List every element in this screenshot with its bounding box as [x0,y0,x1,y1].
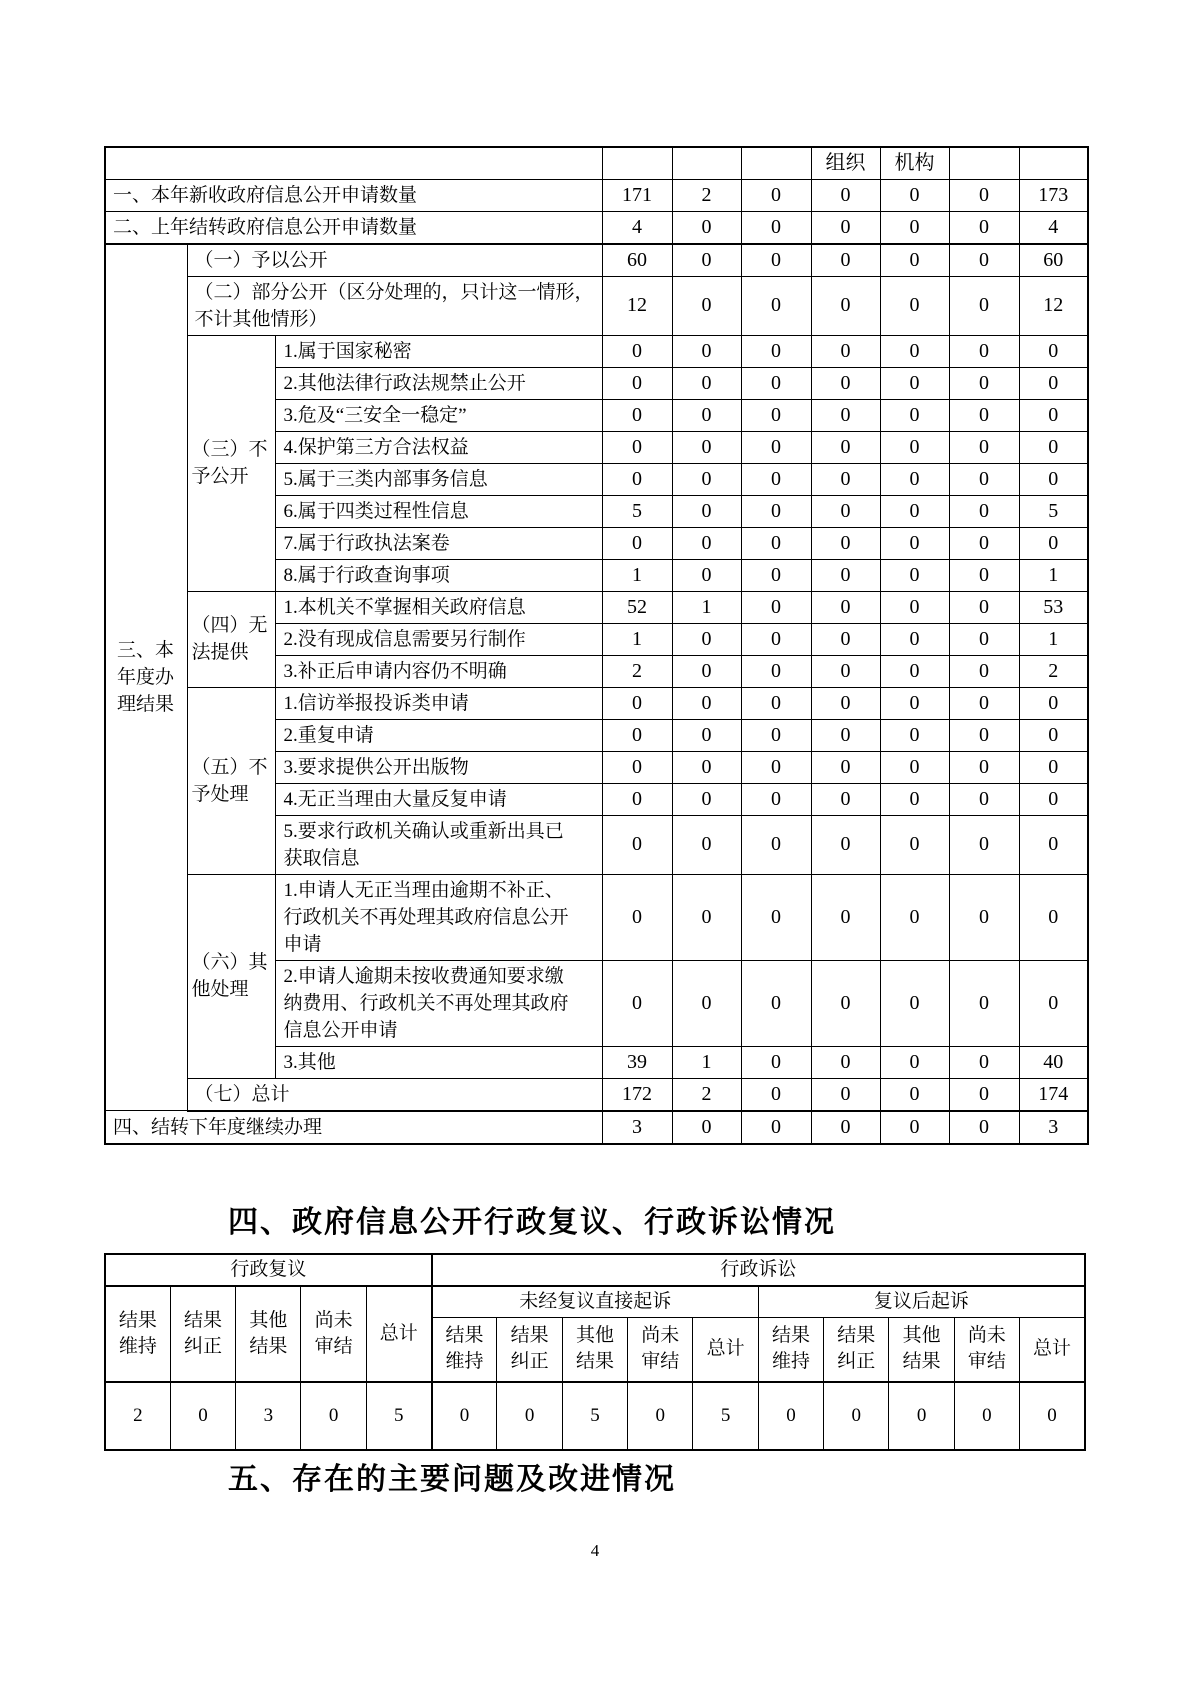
value-cell: 39 [602,1046,672,1078]
value-cell: 1 [602,559,672,591]
value-cell: 0 [672,960,741,1046]
value-cell: 0 [741,655,811,687]
value-cell: 0 [741,1078,811,1111]
value-cell: 0 [672,687,741,719]
value-cell: 0 [741,367,811,399]
value-cell: 0 [811,559,880,591]
column-header-cell: 结果纠正 [824,1318,889,1382]
value-cell: 0 [949,179,1019,211]
header-cell [602,147,672,179]
row-label-cell: 二、上年结转政府信息公开申请数量 [105,211,602,244]
value-cell: 0 [672,783,741,815]
value-cell: 0 [602,874,672,960]
value-cell: 0 [741,463,811,495]
value-cell: 0 [741,335,811,367]
value-cell: 0 [741,719,811,751]
row-label-cell: 1.信访举报投诉类申请 [275,687,602,719]
value-cell: 0 [811,244,880,277]
value-cell: 0 [672,431,741,463]
value-cell: 0 [880,960,949,1046]
value-cell: 0 [741,399,811,431]
column-header-cell: 结果纠正 [170,1286,235,1382]
subgroup-header-cell: 复议后起诉 [758,1286,1085,1318]
value-cell: 1 [1019,559,1088,591]
value-cell: 0 [811,431,880,463]
value-cell: 0 [741,623,811,655]
value-cell: 0 [602,399,672,431]
row-label-cell: 2.其他法律行政法规禁止公开 [275,367,602,399]
row-label-cell: 1.本机关不掌握相关政府信息 [275,591,602,623]
value-cell: 0 [880,687,949,719]
value-cell: 0 [949,751,1019,783]
value-cell: 3 [1019,1111,1088,1144]
row-label-cell: （一）予以公开 [187,244,602,277]
value-cell: 0 [1019,874,1088,960]
value-cell: 0 [1019,751,1088,783]
value-cell: 0 [602,783,672,815]
value-cell: 0 [672,1111,741,1144]
value-cell: 0 [880,719,949,751]
row-label-cell: （二）部分公开（区分处理的，只计这一情形，不计其他情形） [187,276,602,335]
value-cell: 0 [497,1382,562,1450]
value-cell: 0 [880,244,949,277]
column-header-cell: 总计 [1020,1318,1085,1382]
value-cell: 0 [949,687,1019,719]
value-cell: 0 [672,244,741,277]
value-cell: 0 [811,179,880,211]
row-label-cell: 1.属于国家秘密 [275,335,602,367]
value-cell: 0 [889,1382,954,1450]
table-row [105,335,1088,367]
row-label-cell: 4.无正当理由大量反复申请 [275,783,602,815]
value-cell: 0 [301,1382,366,1450]
value-cell: 0 [741,960,811,1046]
column-header-cell: 结果维持 [758,1318,823,1382]
value-cell: 172 [602,1078,672,1111]
value-cell: 0 [741,559,811,591]
row-label-cell: （七）总计 [187,1078,602,1111]
header-cell: 机构 [880,147,949,179]
value-cell: 0 [1020,1382,1085,1450]
value-cell: 0 [602,815,672,874]
value-cell: 0 [811,399,880,431]
table-row [105,874,1088,960]
value-cell: 0 [1019,960,1088,1046]
value-cell: 0 [811,655,880,687]
value-cell: 0 [880,751,949,783]
value-cell: 0 [880,495,949,527]
group-label-cell: （四）无法提供 [187,591,275,687]
page-number: 4 [590,1541,600,1560]
value-cell: 0 [949,211,1019,244]
value-cell: 0 [602,719,672,751]
table-row [105,147,1088,179]
value-cell: 0 [1019,815,1088,874]
value-cell: 0 [880,874,949,960]
value-cell: 0 [811,1046,880,1078]
value-cell: 0 [811,1078,880,1111]
table-row [105,179,1088,211]
row-label-cell: 7.属于行政执法案卷 [275,527,602,559]
value-cell: 0 [811,335,880,367]
value-cell: 0 [949,527,1019,559]
value-cell: 0 [880,179,949,211]
group-label-cell: （六）其他处理 [187,874,275,1078]
value-cell: 0 [672,495,741,527]
group-label-cell: （三）不予公开 [187,335,275,591]
column-header-cell: 尚未审结 [954,1318,1019,1382]
value-cell: 0 [954,1382,1019,1450]
value-cell: 0 [949,495,1019,527]
value-cell: 0 [741,1046,811,1078]
value-cell: 0 [949,399,1019,431]
row-label-cell: 3.要求提供公开出版物 [275,751,602,783]
value-cell: 0 [758,1382,823,1450]
value-cell: 0 [602,463,672,495]
column-header-cell: 其他结果 [562,1318,627,1382]
value-cell: 0 [602,751,672,783]
value-cell: 0 [628,1382,693,1450]
value-cell: 0 [880,399,949,431]
value-cell: 0 [432,1382,497,1450]
value-cell: 1 [1019,623,1088,655]
value-cell: 5 [1019,495,1088,527]
row-label-cell: 2.重复申请 [275,719,602,751]
value-cell: 0 [672,211,741,244]
annual-results-table [104,146,1089,1145]
value-cell: 0 [880,335,949,367]
value-cell: 5 [693,1382,758,1450]
value-cell: 0 [880,211,949,244]
value-cell: 0 [672,367,741,399]
row-label-cell: 5.属于三类内部事务信息 [275,463,602,495]
value-cell: 0 [880,655,949,687]
value-cell: 2 [602,655,672,687]
value-cell: 0 [811,211,880,244]
row-label-cell: 2.没有现成信息需要另行制作 [275,623,602,655]
value-cell: 2 [1019,655,1088,687]
value-cell: 173 [1019,179,1088,211]
value-cell: 60 [602,244,672,277]
value-cell: 0 [880,1111,949,1144]
value-cell: 0 [949,1111,1019,1144]
row-label-cell: 5.要求行政机关确认或重新出具已获取信息 [275,815,602,874]
value-cell: 0 [1019,399,1088,431]
value-cell: 0 [602,431,672,463]
value-cell: 0 [602,527,672,559]
value-cell: 0 [1019,335,1088,367]
header-cell [672,147,741,179]
value-cell: 0 [811,367,880,399]
value-cell: 60 [1019,244,1088,277]
value-cell: 0 [741,751,811,783]
value-cell: 1 [602,623,672,655]
value-cell: 174 [1019,1078,1088,1111]
table-row [105,276,1088,335]
value-cell: 0 [602,960,672,1046]
value-cell: 2 [672,1078,741,1111]
value-cell: 0 [741,783,811,815]
value-cell: 0 [949,815,1019,874]
value-cell: 12 [602,276,672,335]
value-cell: 0 [672,463,741,495]
row-label-cell: 6.属于四类过程性信息 [275,495,602,527]
row-label-cell: 四、结转下年度继续办理 [105,1111,602,1144]
value-cell: 0 [811,276,880,335]
value-cell: 0 [672,719,741,751]
value-cell: 0 [811,591,880,623]
value-cell: 0 [672,559,741,591]
value-cell: 0 [811,751,880,783]
value-cell: 0 [880,1046,949,1078]
value-cell: 0 [811,623,880,655]
value-cell: 0 [672,399,741,431]
value-cell: 1 [672,591,741,623]
value-cell: 5 [366,1382,431,1450]
value-cell: 0 [1019,431,1088,463]
value-cell: 0 [741,815,811,874]
value-cell: 52 [602,591,672,623]
value-cell: 0 [880,815,949,874]
row-label-cell: 3.其他 [275,1046,602,1078]
value-cell: 171 [602,179,672,211]
value-cell: 0 [811,719,880,751]
value-cell: 0 [741,1111,811,1144]
row-label-cell: 3.补正后申请内容仍不明确 [275,655,602,687]
value-cell: 0 [672,527,741,559]
value-cell: 0 [1019,719,1088,751]
column-header-cell: 总计 [693,1318,758,1382]
value-cell: 0 [672,276,741,335]
value-cell: 0 [811,815,880,874]
value-cell: 2 [672,179,741,211]
table-row [105,591,1088,623]
value-cell: 0 [811,495,880,527]
header-cell [949,147,1019,179]
value-cell: 0 [949,335,1019,367]
value-cell: 0 [949,655,1019,687]
value-cell: 0 [880,623,949,655]
value-cell: 0 [811,783,880,815]
value-cell: 4 [602,211,672,244]
value-cell: 0 [1019,687,1088,719]
value-cell: 0 [602,367,672,399]
value-cell: 0 [811,1111,880,1144]
value-cell: 0 [811,874,880,960]
value-cell: 0 [949,367,1019,399]
value-cell: 0 [949,591,1019,623]
value-cell: 0 [880,367,949,399]
row-label-cell: 1.申请人无正当理由逾期不补正、行政机关不再处理其政府信息公开申请 [275,874,602,960]
value-cell: 0 [949,244,1019,277]
value-cell: 0 [741,687,811,719]
value-cell: 0 [741,495,811,527]
value-cell: 0 [811,527,880,559]
header-label-cell [105,147,602,179]
value-cell: 0 [741,591,811,623]
column-header-cell: 结果维持 [105,1286,170,1382]
value-cell: 0 [880,463,949,495]
row-label-cell: 3.危及“三安全一稳定” [275,399,602,431]
row-label-cell: 4.保护第三方合法权益 [275,431,602,463]
row-label-cell: 2.申请人逾期未按收费通知要求缴纳费用、行政机关不再处理其政府信息公开申请 [275,960,602,1046]
value-cell: 0 [949,874,1019,960]
value-cell: 0 [824,1382,889,1450]
value-cell: 40 [1019,1046,1088,1078]
section-4-heading: 四、政府信息公开行政复议、行政诉讼情况 [228,1206,836,1239]
value-cell: 0 [811,687,880,719]
header-cell [1019,147,1088,179]
value-cell: 0 [880,591,949,623]
group-label-cell: （五）不予处理 [187,687,275,874]
value-cell: 0 [1019,783,1088,815]
value-cell: 0 [1019,463,1088,495]
value-cell: 53 [1019,591,1088,623]
value-cell: 0 [949,623,1019,655]
value-cell: 0 [741,874,811,960]
table-row [105,687,1088,719]
value-cell: 0 [672,815,741,874]
value-cell: 0 [949,1078,1019,1111]
row-label-cell: 一、本年新收政府信息公开申请数量 [105,179,602,211]
value-cell: 0 [741,431,811,463]
column-header-cell: 尚未审结 [628,1318,693,1382]
value-cell: 0 [880,276,949,335]
review-litigation-table [104,1253,1086,1451]
value-cell: 0 [741,244,811,277]
value-cell: 2 [105,1382,170,1450]
table-row [105,1078,1088,1111]
table-row [105,1254,1085,1286]
value-cell: 3 [236,1382,301,1450]
value-cell: 0 [949,783,1019,815]
value-cell: 0 [741,276,811,335]
column-header-cell: 结果纠正 [497,1318,562,1382]
value-cell: 4 [1019,211,1088,244]
column-header-cell: 尚未审结 [301,1286,366,1382]
column-header-cell: 总计 [366,1286,431,1382]
value-cell: 0 [1019,367,1088,399]
table-row [105,1111,1088,1144]
value-cell: 0 [949,719,1019,751]
column-header-cell: 其他结果 [236,1286,301,1382]
section-5-heading: 五、存在的主要问题及改进情况 [228,1463,676,1496]
value-cell: 0 [949,559,1019,591]
value-cell: 0 [811,960,880,1046]
table-row [105,1382,1085,1450]
value-cell: 0 [672,751,741,783]
value-cell: 0 [880,559,949,591]
value-cell: 0 [741,527,811,559]
value-cell: 0 [880,431,949,463]
value-cell: 0 [602,687,672,719]
value-cell: 0 [880,1078,949,1111]
value-cell: 12 [1019,276,1088,335]
value-cell: 0 [949,960,1019,1046]
value-cell: 0 [949,1046,1019,1078]
row-label-cell: 8.属于行政查询事项 [275,559,602,591]
value-cell: 0 [949,276,1019,335]
value-cell: 0 [672,623,741,655]
header-cell [741,147,811,179]
group-header-cell: 行政诉讼 [432,1254,1085,1286]
value-cell: 1 [672,1046,741,1078]
value-cell: 0 [602,335,672,367]
value-cell: 5 [562,1382,627,1450]
value-cell: 0 [949,431,1019,463]
value-cell: 0 [880,527,949,559]
group-header-cell: 行政复议 [105,1254,432,1286]
value-cell: 0 [880,783,949,815]
table-row [105,1286,1085,1318]
subgroup-header-cell: 未经复议直接起诉 [432,1286,759,1318]
value-cell: 0 [1019,527,1088,559]
header-cell: 组织 [811,147,880,179]
value-cell: 0 [170,1382,235,1450]
value-cell: 0 [741,179,811,211]
value-cell: 0 [672,874,741,960]
value-cell: 0 [811,463,880,495]
column-header-cell: 其他结果 [889,1318,954,1382]
value-cell: 3 [602,1111,672,1144]
value-cell: 0 [949,463,1019,495]
table-row [105,244,1088,277]
value-cell: 0 [741,211,811,244]
column-header-cell: 结果维持 [432,1318,497,1382]
value-cell: 5 [602,495,672,527]
table-row [105,211,1088,244]
value-cell: 0 [672,655,741,687]
value-cell: 0 [672,335,741,367]
section3-label-cell: 三、本年度办理结果 [105,244,187,1111]
